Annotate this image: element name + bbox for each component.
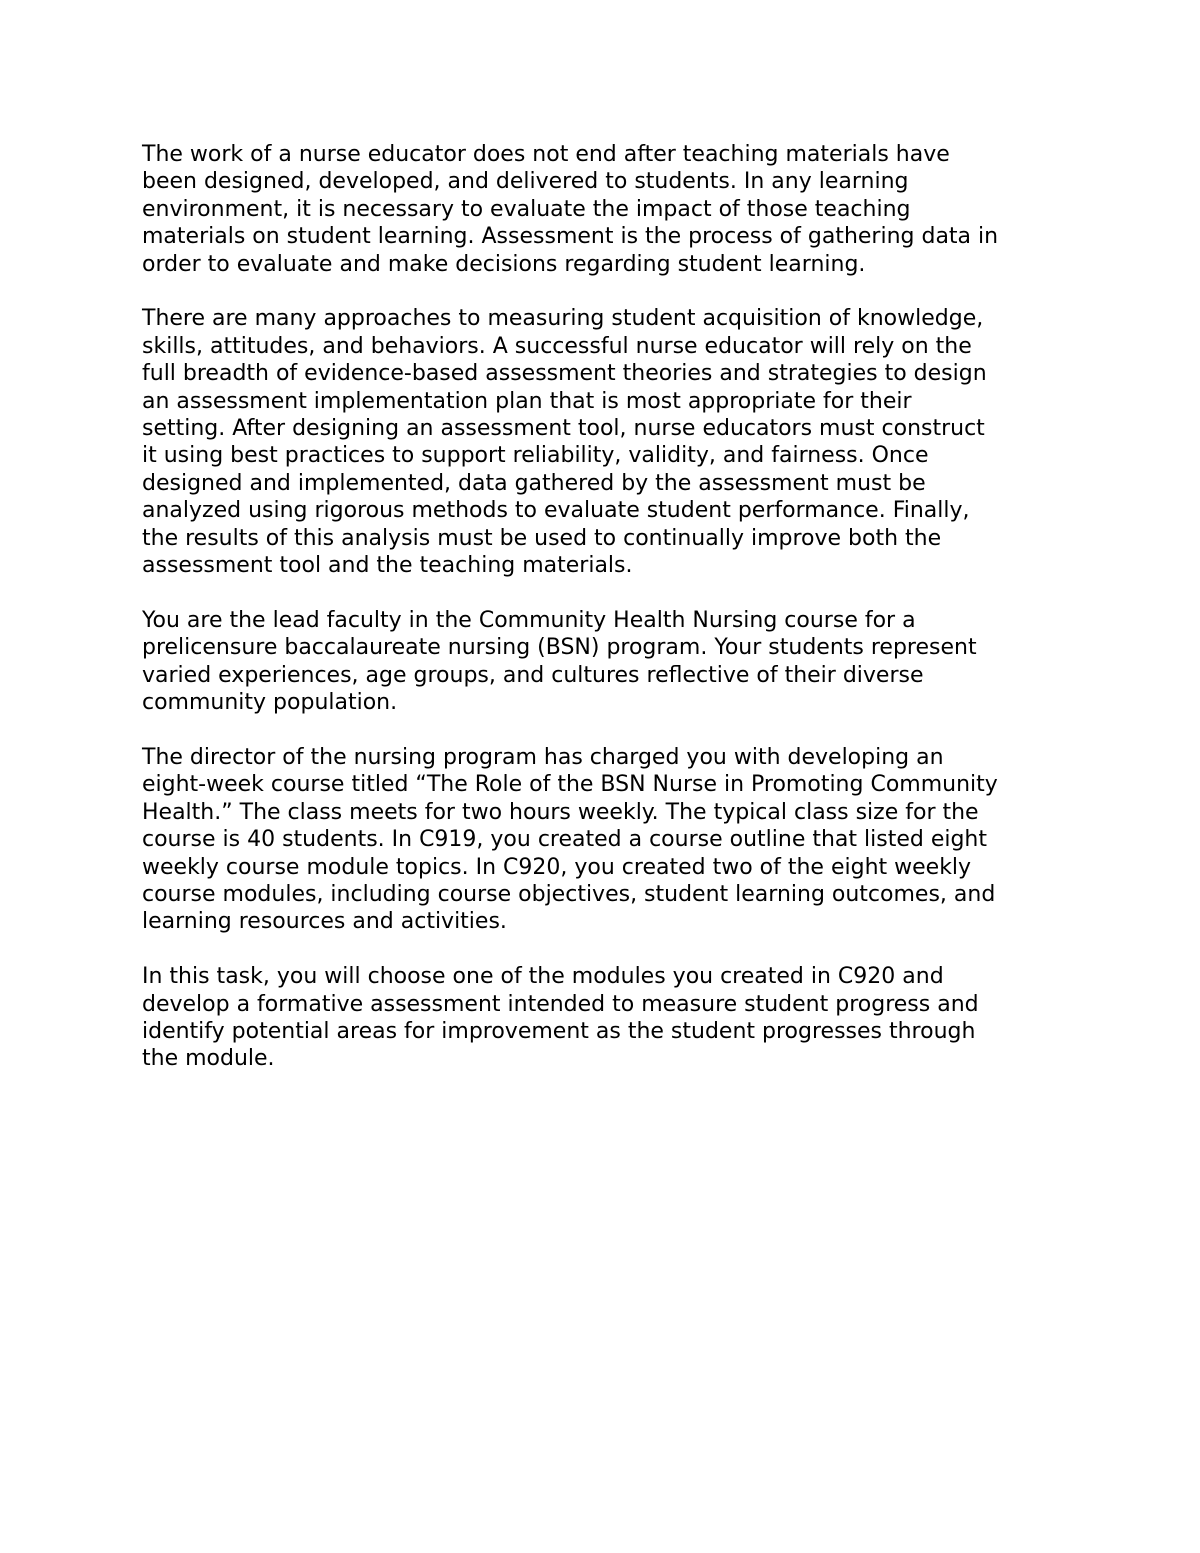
- paragraph-nurse-educator-work: [142, 141, 1072, 278]
- text-line: Health.” The class meets for two hours weekly. The typical class size for the: [142, 799, 979, 825]
- text-line: course is 40 students. In C919, you created a course outline that listed eight: [142, 827, 988, 853]
- text-line: it using best practices to support reliability, validity, and fairness. Once: [142, 443, 929, 469]
- paragraph-course-development: [142, 744, 1072, 936]
- text-line: In this task, you will choose one of the modules you created in C920 and: [142, 964, 944, 990]
- document-body: [142, 141, 1072, 1100]
- text-line: the module.: [142, 1046, 275, 1072]
- text-line: eight-week course titled “The Role of the BSN Nurse in Promoting Community: [142, 772, 998, 798]
- text-line: setting. After designing an assessment tool, nurse educators must construct: [142, 416, 985, 442]
- text-line: an assessment implementation plan that is most appropriate for their: [142, 388, 912, 414]
- text-line: course modules, including course objectives, student learning outcomes, and: [142, 881, 996, 907]
- text-line: materials on student learning. Assessment is the process of gathering data in: [142, 224, 999, 250]
- text-line: You are the lead faculty in the Community Health Nursing course for a: [142, 607, 916, 633]
- text-line: full breadth of evidence-based assessment theories and strategies to design: [142, 361, 987, 387]
- text-line: skills, attitudes, and behaviors. A successful nurse educator will rely on the: [142, 333, 972, 359]
- text-line: been designed, developed, and delivered to students. In any learning: [142, 169, 909, 195]
- text-line: environment, it is necessary to evaluate the impact of those teaching: [142, 196, 911, 222]
- text-line: There are many approaches to measuring student acquisition of knowledge,: [142, 306, 984, 332]
- paragraph-assessment-approaches: [142, 305, 1072, 579]
- text-line: order to evaluate and make decisions regarding student learning.: [142, 251, 866, 277]
- paragraph-lead-faculty: [142, 607, 1072, 717]
- text-line: identify potential areas for improvement as the student progresses through: [142, 1018, 976, 1044]
- text-line: assessment tool and the teaching materials.: [142, 553, 633, 579]
- paragraph-task: [142, 963, 1072, 1073]
- text-line: develop a formative assessment intended to measure student progress and: [142, 991, 979, 1017]
- text-line: prelicensure baccalaureate nursing (BSN) program. Your students represent: [142, 635, 977, 661]
- text-line: the results of this analysis must be used to continually improve both the: [142, 525, 942, 551]
- text-line: learning resources and activities.: [142, 909, 507, 935]
- text-line: designed and implemented, data gathered by the assessment must be: [142, 470, 926, 496]
- text-line: The director of the nursing program has charged you with developing an: [142, 744, 944, 770]
- text-line: community population.: [142, 690, 398, 716]
- text-line: The work of a nurse educator does not end after teaching materials have: [142, 142, 950, 167]
- text-line: weekly course module topics. In C920, you created two of the eight weekly: [142, 854, 972, 880]
- text-line: analyzed using rigorous methods to evaluate student performance. Finally,: [142, 498, 970, 524]
- text-line: varied experiences, age groups, and cultures reflective of their diverse: [142, 662, 924, 688]
